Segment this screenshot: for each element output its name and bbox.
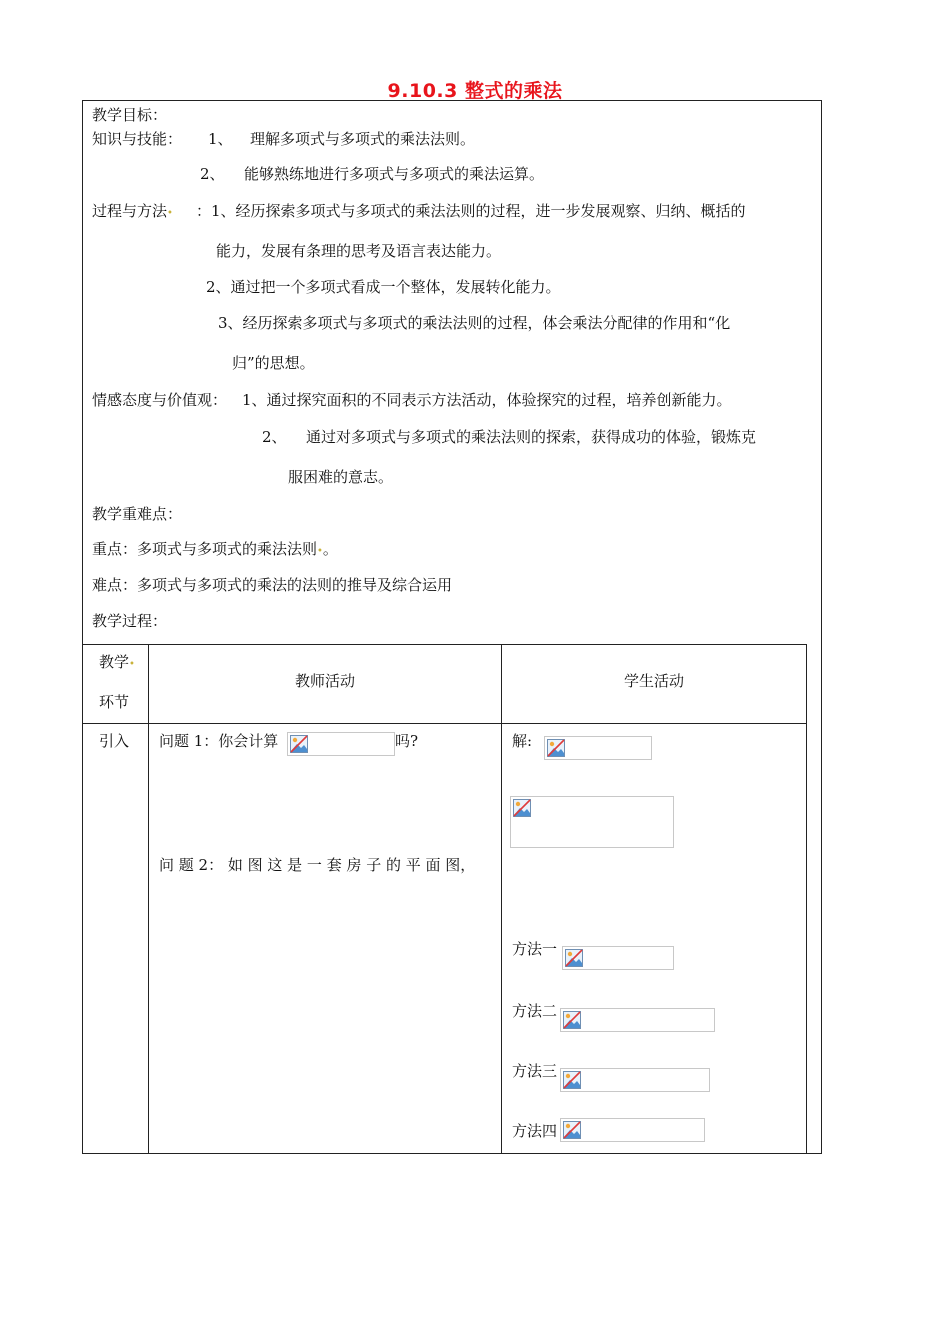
method-1-label: 方法一 xyxy=(512,940,558,958)
teacher-question-1-prefix: 问题 1：你会计算 xyxy=(159,732,279,750)
emotion-item-2: 通过对多项式与多项式的乘法法则的探索，获得成功的体验，锻炼克 xyxy=(306,428,757,446)
stage-header-line-1: 教学• xyxy=(99,653,135,671)
method-3-image xyxy=(560,1068,710,1092)
broken-image-icon xyxy=(563,1011,581,1029)
method-2-label: 方法二 xyxy=(512,1002,558,1020)
process-item-3-continued: 归”的思想。 xyxy=(232,354,315,372)
broken-image-icon xyxy=(547,739,565,757)
broken-image-icon xyxy=(513,799,531,817)
knowledge-item-2: 能够熟练地进行多项式与多项式的乘法运算。 xyxy=(244,165,545,183)
difficult-point: 难点：多项式与多项式的乘法的法则的推导及综合运用 xyxy=(92,576,453,594)
student-activity-cell xyxy=(502,724,807,1154)
key-points-heading: 教学重难点： xyxy=(92,505,183,523)
teacher-question-2: 问 题 2： 如 图 这 是 一 套 房 子 的 平 面 图， xyxy=(159,856,476,874)
stage-cell xyxy=(83,724,149,1154)
student-solution-label: 解: xyxy=(512,732,533,750)
knowledge-item-1: 理解多项式与多项式的乘法法则。 xyxy=(250,130,476,148)
process-item-1-continued: 能力，发展有条理的思考及语言表达能力。 xyxy=(216,242,502,260)
knowledge-item-1-number: 1、 xyxy=(208,130,233,148)
emotion-item-1: 1、通过探究面积的不同表示方法活动，体验探究的过程，培养创新能力。 xyxy=(242,391,732,409)
teacher-question-1-suffix: 吗? xyxy=(395,732,419,750)
stage-intro: 引入 xyxy=(99,732,130,750)
table-header-row xyxy=(83,645,807,724)
broken-image-icon xyxy=(563,1071,581,1089)
method-4-image xyxy=(560,1118,705,1142)
table-row xyxy=(83,724,807,1154)
method-4-label: 方法四 xyxy=(512,1122,558,1140)
emotion-item-2-number: 2、 xyxy=(262,428,287,446)
process-method-label: 过程与方法• xyxy=(92,202,173,220)
emotion-label: 情感态度与价值观： xyxy=(92,391,228,409)
student-activity-header-label: 学生活动 xyxy=(623,672,684,690)
process-item-3: 3、经历探索多项式与多项式的乘法法则的过程，体会乘法分配律的作用和“化 xyxy=(218,314,731,332)
stage-header-line-2: 环节 xyxy=(99,693,130,711)
process-heading: 教学过程： xyxy=(92,612,168,630)
objectives-heading: 教学目标： xyxy=(92,106,168,124)
method-1-image xyxy=(562,946,674,970)
broken-image-icon xyxy=(290,735,308,753)
stage-header xyxy=(83,645,149,724)
student-activity-header xyxy=(502,645,807,724)
solution-image xyxy=(544,736,652,760)
broken-image-icon xyxy=(565,949,583,967)
broken-image-icon xyxy=(563,1121,581,1139)
method-2-image xyxy=(560,1008,715,1032)
process-item-2: 2、通过把一个多项式看成一个整体，发展转化能力。 xyxy=(206,278,561,296)
teacher-activity-header-label: 教师活动 xyxy=(294,672,355,690)
floor-plan-image xyxy=(510,796,674,848)
teacher-activity-cell xyxy=(149,724,502,1154)
key-point: 重点：多项式与多项式的乘法法则•。 xyxy=(92,540,338,558)
teacher-activity-header xyxy=(149,645,502,724)
method-3-label: 方法三 xyxy=(512,1062,558,1080)
emotion-item-2-continued: 服困难的意志。 xyxy=(288,468,394,486)
document-title: 9.10.3 整式的乘法 xyxy=(387,80,563,102)
knowledge-item-2-number: 2、 xyxy=(200,165,225,183)
formula-image-q1 xyxy=(287,732,395,756)
knowledge-label: 知识与技能： xyxy=(92,130,183,148)
process-item-1: ：1、经历探索多项式与多项式的乘法法则的过程，进一步发展观察、归纳、概括的 xyxy=(196,202,746,220)
teaching-process-table xyxy=(82,644,807,1154)
